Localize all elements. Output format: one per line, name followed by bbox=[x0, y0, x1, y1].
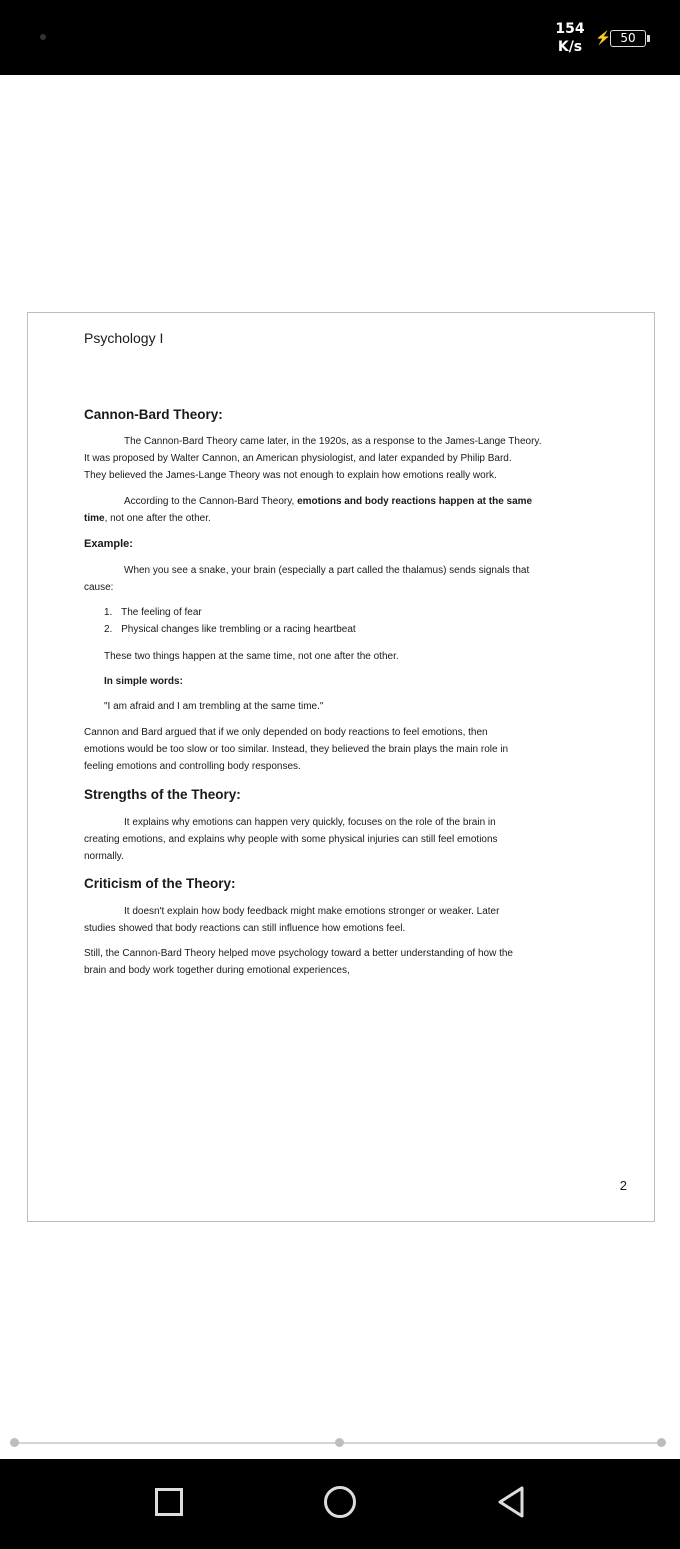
criticism-heading: Criticism of the Theory: bbox=[84, 876, 236, 891]
notification-dot-icon bbox=[40, 34, 46, 40]
intro-line-1: The Cannon-Bard Theory came later, in the 1920s, as a response to the James-Lange Theory. bbox=[124, 436, 542, 447]
same-time-text: These two things happen at the same time, not one after the other. bbox=[104, 651, 399, 662]
home-circle-icon[interactable] bbox=[324, 1486, 356, 1518]
scroll-dot-middle[interactable] bbox=[335, 1438, 344, 1447]
strengths-line-2: creating emotions, and explains why people with some physical injuries can still feel emotions bbox=[84, 834, 498, 845]
example-heading: Example: bbox=[84, 538, 133, 550]
argument-line-1: Cannon and Bard argued that if we only depended on body reactions to feel emotions, then bbox=[84, 727, 488, 738]
page-number: 2 bbox=[619, 1178, 627, 1193]
strengths-line-1: It explains why emotions can happen very quickly, focuses on the role of the brain in bbox=[124, 817, 496, 828]
list-item-text: Physical changes like trembling or a racing heartbeat bbox=[121, 624, 356, 635]
battery-icon bbox=[610, 30, 646, 47]
intro-line-3: They believed the James-Lange Theory was not enough to explain how emotions really work. bbox=[84, 470, 497, 481]
network-speed-unit: K/s bbox=[557, 39, 583, 55]
section-title: Cannon-Bard Theory: bbox=[84, 407, 223, 422]
battery-level: 50 bbox=[620, 31, 636, 45]
example-line-1: When you see a snake, your brain (especially a part called the thalamus) sends signals that bbox=[124, 565, 530, 576]
according-bold-2: time bbox=[84, 513, 105, 524]
argument-line-2: emotions would be too slow or too similar. Instead, they believed the brain plays the main role in bbox=[84, 744, 509, 755]
criticism-line-1: It doesn't explain how body feedback might make emotions stronger or weaker. Later bbox=[124, 906, 500, 917]
strengths-heading: Strengths of the Theory: bbox=[84, 787, 241, 802]
back-triangle-icon[interactable] bbox=[495, 1485, 529, 1519]
conclusion-line-1: Still, the Cannon-Bard Theory helped move psychology toward a better understanding of how the bbox=[84, 948, 513, 959]
according-line-2 bbox=[84, 510, 211, 527]
strengths-line-3: normally. bbox=[84, 851, 124, 862]
argument-line-3: feeling emotions and controlling body responses. bbox=[84, 761, 301, 772]
according-bold-1: emotions and body reactions happen at the same bbox=[297, 496, 533, 507]
example-line-2: cause: bbox=[84, 582, 114, 593]
charging-bolt-icon: ⚡ bbox=[595, 30, 612, 45]
according-lead: According to the Cannon-Bard Theory, bbox=[124, 496, 298, 507]
list-item-number: 2. bbox=[104, 624, 113, 635]
simple-words-heading: In simple words: bbox=[104, 676, 183, 687]
list-item-text: The feeling of fear bbox=[121, 607, 202, 618]
network-speed-value: 154 bbox=[555, 21, 585, 37]
according-line-1 bbox=[124, 493, 532, 510]
quote-text: "I am afraid and I am trembling at the same time." bbox=[104, 701, 324, 712]
conclusion-line-2: brain and body work together during emotional experiences, bbox=[84, 965, 350, 976]
scroll-dot-end[interactable] bbox=[657, 1438, 666, 1447]
list-item bbox=[104, 604, 202, 621]
list-item bbox=[104, 621, 356, 638]
intro-line-2: It was proposed by Walter Cannon, an American physiologist, and later expanded by Philip Bard. bbox=[84, 453, 512, 464]
list-item-number: 1. bbox=[104, 607, 113, 618]
document-page bbox=[27, 312, 655, 1222]
recents-square-icon[interactable] bbox=[155, 1488, 183, 1516]
status-bar bbox=[0, 0, 680, 75]
network-speed bbox=[552, 20, 588, 56]
scroll-dot-start[interactable] bbox=[10, 1438, 19, 1447]
criticism-line-2: studies showed that body reactions can still influence how emotions feel. bbox=[84, 923, 406, 934]
page-header: Psychology I bbox=[84, 330, 164, 346]
according-rest: , not one after the other. bbox=[104, 513, 211, 524]
